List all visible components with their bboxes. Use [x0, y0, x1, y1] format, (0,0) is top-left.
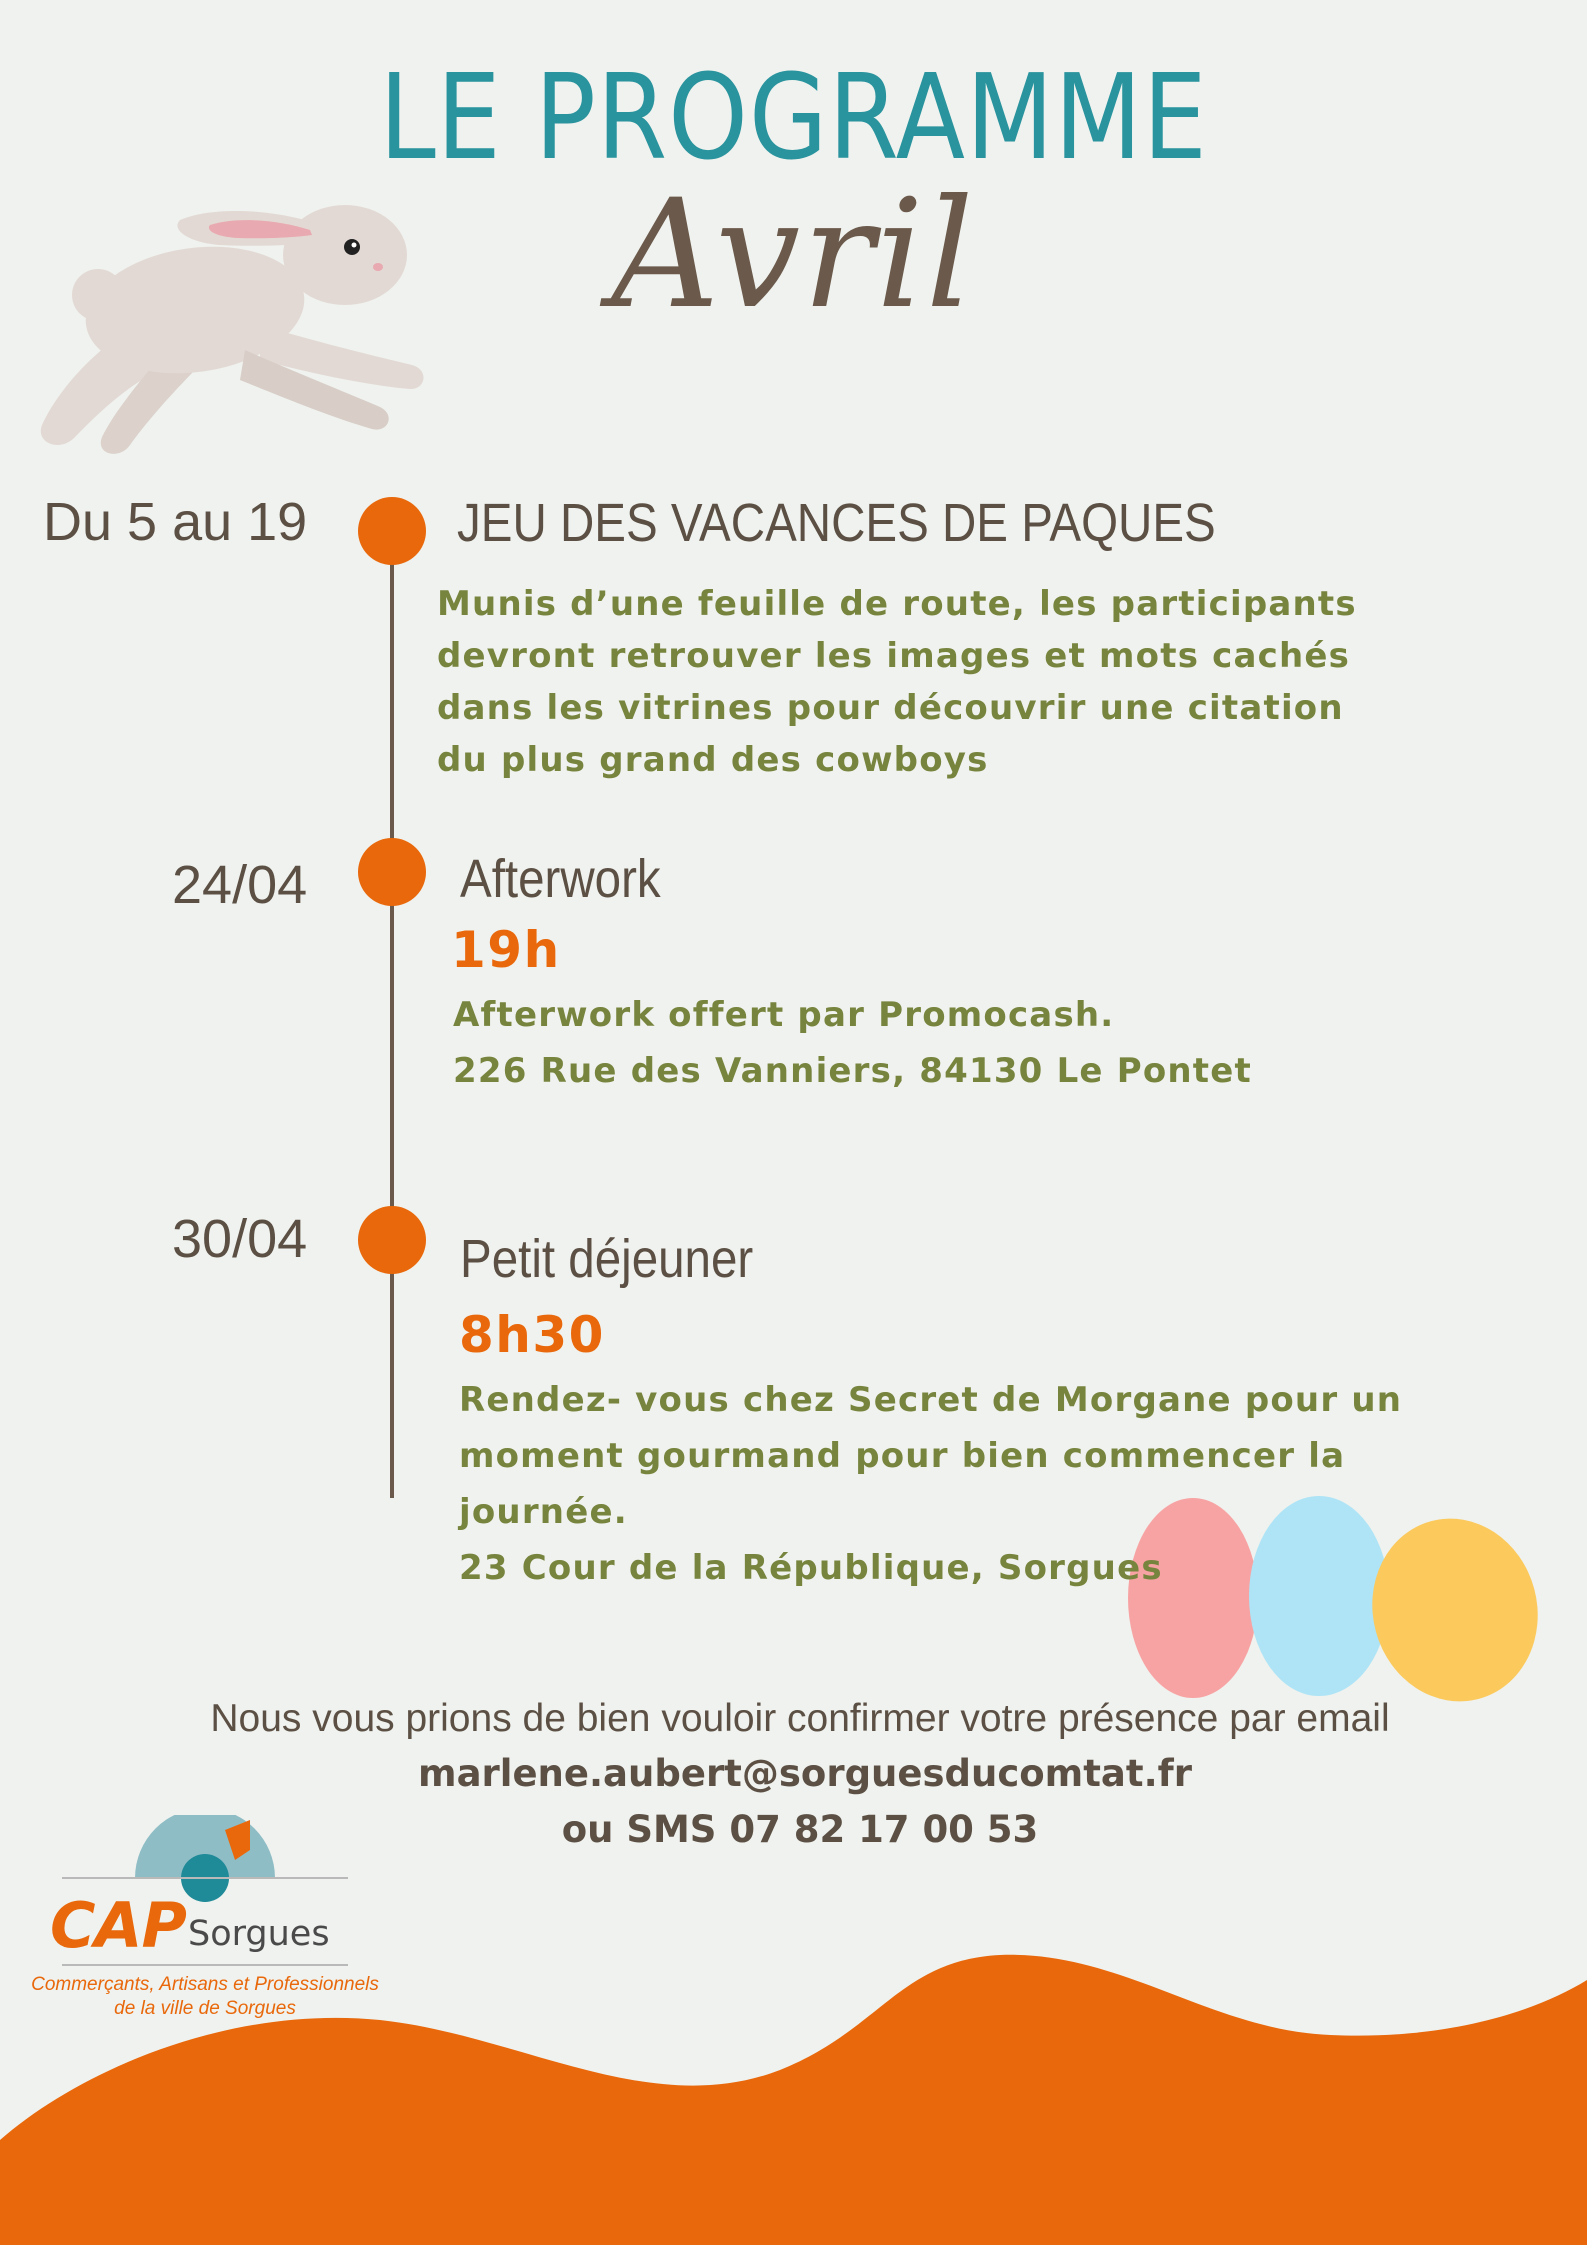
event-date: 30/04 — [172, 1209, 308, 1269]
event-date: 24/04 — [172, 855, 308, 915]
contact-sms: ou SMS 07 82 17 00 53 — [561, 1808, 1039, 1851]
description-line: dans les vitrines pour découvrir une citation — [437, 688, 1344, 728]
description-line: journée. — [459, 1492, 628, 1532]
orange-wave-decoration — [0, 1940, 1587, 2245]
description-line: moment gourmand pour bien commencer la — [459, 1436, 1346, 1476]
contact-email[interactable]: marlene.aubert@sorguesducomtat.fr — [418, 1752, 1192, 1795]
page-title: LE PROGRAMME — [379, 48, 1208, 186]
confirm-text: Nous vous prions de bien vouloir confirmer votre présence par email — [210, 1697, 1390, 1740]
event-date: Du 5 au 19 — [43, 492, 308, 552]
description-line: du plus grand des cowboys — [437, 740, 989, 780]
month-subtitle: Avril — [611, 168, 976, 342]
timeline-dot — [358, 1206, 426, 1274]
description-line: Afterwork offert par Promocash. — [453, 995, 1115, 1035]
event-description — [453, 987, 1252, 1099]
event-description — [459, 1372, 1402, 1596]
description-line: devront retrouver les images et mots cachés — [437, 636, 1351, 676]
timeline-dot — [358, 497, 426, 565]
event-title: Afterwork — [460, 849, 661, 909]
event-time: 19h — [451, 921, 561, 979]
event-description — [437, 578, 1357, 786]
event-title: JEU DES VACANCES DE PAQUES — [457, 493, 1216, 553]
description-line: 226 Rue des Vanniers, 84130 Le Pontet — [453, 1051, 1252, 1091]
event-time: 8h30 — [459, 1306, 605, 1364]
timeline-dot — [358, 838, 426, 906]
logo-sorgues-text: Sorgues — [188, 1914, 330, 1954]
event-title: Petit déjeuner — [460, 1229, 754, 1289]
description-line: 23 Cour de la République, Sorgues — [459, 1548, 1163, 1588]
description-line: Munis d’une feuille de route, les participants — [437, 584, 1357, 624]
logo-cap-text: CAP — [50, 1889, 186, 1962]
timeline-line — [390, 530, 394, 1498]
rabbit-illustration — [20, 175, 440, 465]
description-line: Rendez- vous chez Secret de Morgane pour un — [459, 1380, 1403, 1420]
logo-tagline-line: Commerçants, Artisans et Professionnels — [31, 1974, 379, 1995]
logo-tagline-line: de la ville de Sorgues — [114, 1997, 296, 2019]
